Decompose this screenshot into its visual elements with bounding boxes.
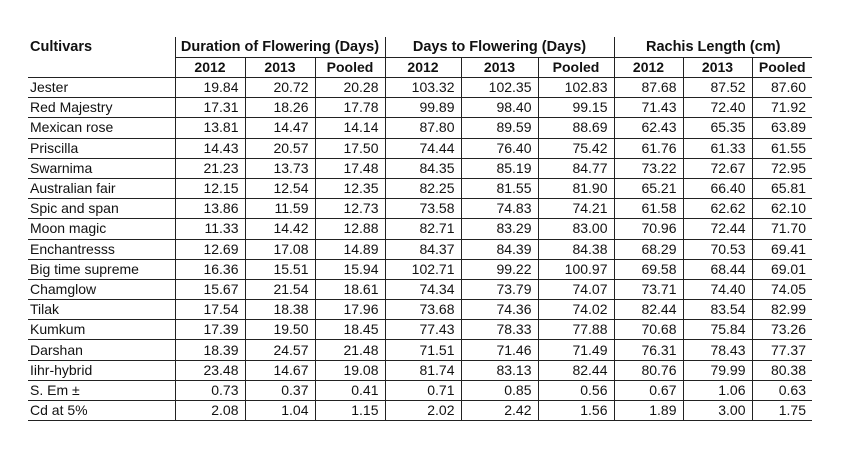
value-cell: 0.71 bbox=[385, 380, 461, 400]
value-cell: 0.41 bbox=[315, 380, 385, 400]
value-cell: 2.02 bbox=[385, 401, 461, 421]
cultivar-name-cell: Jester bbox=[28, 78, 175, 98]
sub-header-cell: 2013 bbox=[683, 58, 752, 78]
value-cell: 14.14 bbox=[315, 118, 385, 138]
table-row bbox=[28, 178, 812, 198]
value-cell: 13.73 bbox=[245, 158, 315, 178]
value-cell: 12.35 bbox=[315, 178, 385, 198]
value-cell: 77.43 bbox=[385, 320, 461, 340]
value-cell: 83.13 bbox=[461, 360, 538, 380]
table-row bbox=[28, 158, 812, 178]
value-cell: 71.43 bbox=[614, 98, 683, 118]
value-cell: 17.08 bbox=[245, 239, 315, 259]
cultivar-name-cell: Spic and span bbox=[28, 199, 175, 219]
value-cell: 18.26 bbox=[245, 98, 315, 118]
value-cell: 63.89 bbox=[752, 118, 812, 138]
value-cell: 12.54 bbox=[245, 178, 315, 198]
value-cell: 18.61 bbox=[315, 279, 385, 299]
value-cell: 73.71 bbox=[614, 279, 683, 299]
sub-header-cell: 2012 bbox=[614, 58, 683, 78]
value-cell: 12.15 bbox=[175, 178, 245, 198]
table-row bbox=[28, 199, 812, 219]
table-row bbox=[28, 380, 812, 400]
value-cell: 71.92 bbox=[752, 98, 812, 118]
value-cell: 12.73 bbox=[315, 199, 385, 219]
value-cell: 61.55 bbox=[752, 138, 812, 158]
value-cell: 71.49 bbox=[538, 340, 614, 360]
value-cell: 82.25 bbox=[385, 178, 461, 198]
value-cell: 72.95 bbox=[752, 158, 812, 178]
value-cell: 72.67 bbox=[683, 158, 752, 178]
value-cell: 99.22 bbox=[461, 259, 538, 279]
value-cell: 20.57 bbox=[245, 138, 315, 158]
value-cell: 62.62 bbox=[683, 199, 752, 219]
value-cell: 87.80 bbox=[385, 118, 461, 138]
table-row bbox=[28, 219, 812, 239]
value-cell: 18.39 bbox=[175, 340, 245, 360]
value-cell: 72.44 bbox=[683, 219, 752, 239]
value-cell: 100.97 bbox=[538, 259, 614, 279]
cultivar-name-cell: Kumkum bbox=[28, 320, 175, 340]
value-cell: 61.33 bbox=[683, 138, 752, 158]
sub-header-row bbox=[28, 58, 812, 78]
value-cell: 87.68 bbox=[614, 78, 683, 98]
value-cell: 18.38 bbox=[245, 300, 315, 320]
value-cell: 74.36 bbox=[461, 300, 538, 320]
table-row bbox=[28, 259, 812, 279]
table-row bbox=[28, 279, 812, 299]
value-cell: 73.79 bbox=[461, 279, 538, 299]
cultivar-name-cell: S. Em ± bbox=[28, 380, 175, 400]
value-cell: 0.63 bbox=[752, 380, 812, 400]
sub-header-cell: 2012 bbox=[175, 58, 245, 78]
cultivar-name-cell: Australian fair bbox=[28, 178, 175, 198]
value-cell: 88.69 bbox=[538, 118, 614, 138]
group-header-days-to-flowering: Days to Flowering (Days) bbox=[385, 37, 614, 58]
value-cell: 72.40 bbox=[683, 98, 752, 118]
value-cell: 24.57 bbox=[245, 340, 315, 360]
sub-header-cell: Pooled bbox=[315, 58, 385, 78]
cultivar-name-cell: Darshan bbox=[28, 340, 175, 360]
table-row bbox=[28, 138, 812, 158]
cultivar-name-cell: Big time supreme bbox=[28, 259, 175, 279]
value-cell: 15.94 bbox=[315, 259, 385, 279]
cultivar-name-cell: Iihr-hybrid bbox=[28, 360, 175, 380]
value-cell: 102.35 bbox=[461, 78, 538, 98]
value-cell: 73.68 bbox=[385, 300, 461, 320]
value-cell: 11.33 bbox=[175, 219, 245, 239]
table-row bbox=[28, 98, 812, 118]
value-cell: 71.46 bbox=[461, 340, 538, 360]
value-cell: 84.38 bbox=[538, 239, 614, 259]
value-cell: 68.29 bbox=[614, 239, 683, 259]
value-cell: 17.48 bbox=[315, 158, 385, 178]
value-cell: 89.59 bbox=[461, 118, 538, 138]
cultivar-name-cell: Red Majestry bbox=[28, 98, 175, 118]
value-cell: 70.68 bbox=[614, 320, 683, 340]
value-cell: 23.48 bbox=[175, 360, 245, 380]
table-row bbox=[28, 239, 812, 259]
value-cell: 69.58 bbox=[614, 259, 683, 279]
value-cell: 74.07 bbox=[538, 279, 614, 299]
value-cell: 77.37 bbox=[752, 340, 812, 360]
value-cell: 0.67 bbox=[614, 380, 683, 400]
value-cell: 2.08 bbox=[175, 401, 245, 421]
table-row bbox=[28, 401, 812, 421]
value-cell: 74.05 bbox=[752, 279, 812, 299]
value-cell: 66.40 bbox=[683, 178, 752, 198]
value-cell: 69.01 bbox=[752, 259, 812, 279]
value-cell: 13.81 bbox=[175, 118, 245, 138]
value-cell: 83.54 bbox=[683, 300, 752, 320]
value-cell: 69.41 bbox=[752, 239, 812, 259]
value-cell: 17.96 bbox=[315, 300, 385, 320]
sub-header-cell: 2012 bbox=[385, 58, 461, 78]
value-cell: 73.26 bbox=[752, 320, 812, 340]
value-cell: 70.53 bbox=[683, 239, 752, 259]
value-cell: 11.59 bbox=[245, 199, 315, 219]
sub-header-cell: Pooled bbox=[752, 58, 812, 78]
value-cell: 103.32 bbox=[385, 78, 461, 98]
value-cell: 78.43 bbox=[683, 340, 752, 360]
sub-header-cell: 2013 bbox=[461, 58, 538, 78]
table-row bbox=[28, 300, 812, 320]
value-cell: 81.55 bbox=[461, 178, 538, 198]
value-cell: 14.42 bbox=[245, 219, 315, 239]
value-cell: 83.00 bbox=[538, 219, 614, 239]
value-cell: 61.58 bbox=[614, 199, 683, 219]
value-cell: 82.99 bbox=[752, 300, 812, 320]
value-cell: 84.37 bbox=[385, 239, 461, 259]
value-cell: 65.81 bbox=[752, 178, 812, 198]
value-cell: 68.44 bbox=[683, 259, 752, 279]
value-cell: 79.99 bbox=[683, 360, 752, 380]
value-cell: 78.33 bbox=[461, 320, 538, 340]
value-cell: 14.67 bbox=[245, 360, 315, 380]
value-cell: 0.73 bbox=[175, 380, 245, 400]
value-cell: 65.21 bbox=[614, 178, 683, 198]
value-cell: 76.40 bbox=[461, 138, 538, 158]
value-cell: 74.02 bbox=[538, 300, 614, 320]
value-cell: 71.70 bbox=[752, 219, 812, 239]
table-row bbox=[28, 360, 812, 380]
value-cell: 1.15 bbox=[315, 401, 385, 421]
value-cell: 14.89 bbox=[315, 239, 385, 259]
value-cell: 75.84 bbox=[683, 320, 752, 340]
value-cell: 87.60 bbox=[752, 78, 812, 98]
value-cell: 98.40 bbox=[461, 98, 538, 118]
cultivar-name-cell: Mexican rose bbox=[28, 118, 175, 138]
value-cell: 18.45 bbox=[315, 320, 385, 340]
value-cell: 14.43 bbox=[175, 138, 245, 158]
value-cell: 19.84 bbox=[175, 78, 245, 98]
value-cell: 82.44 bbox=[614, 300, 683, 320]
value-cell: 85.19 bbox=[461, 158, 538, 178]
cultivar-name-cell: Enchantresss bbox=[28, 239, 175, 259]
cultivar-name-cell: Swarnima bbox=[28, 158, 175, 178]
value-cell: 17.50 bbox=[315, 138, 385, 158]
value-cell: 102.83 bbox=[538, 78, 614, 98]
value-cell: 62.10 bbox=[752, 199, 812, 219]
value-cell: 87.52 bbox=[683, 78, 752, 98]
value-cell: 84.77 bbox=[538, 158, 614, 178]
table-row bbox=[28, 118, 812, 138]
value-cell: 71.51 bbox=[385, 340, 461, 360]
value-cell: 16.36 bbox=[175, 259, 245, 279]
value-cell: 2.42 bbox=[461, 401, 538, 421]
value-cell: 15.51 bbox=[245, 259, 315, 279]
value-cell: 80.38 bbox=[752, 360, 812, 380]
value-cell: 84.35 bbox=[385, 158, 461, 178]
value-cell: 0.56 bbox=[538, 380, 614, 400]
value-cell: 99.89 bbox=[385, 98, 461, 118]
value-cell: 17.39 bbox=[175, 320, 245, 340]
value-cell: 20.28 bbox=[315, 78, 385, 98]
cultivar-name-cell: Moon magic bbox=[28, 219, 175, 239]
value-cell: 1.89 bbox=[614, 401, 683, 421]
value-cell: 1.75 bbox=[752, 401, 812, 421]
value-cell: 74.83 bbox=[461, 199, 538, 219]
value-cell: 74.21 bbox=[538, 199, 614, 219]
value-cell: 14.47 bbox=[245, 118, 315, 138]
value-cell: 17.31 bbox=[175, 98, 245, 118]
cultivars-header: Cultivars bbox=[30, 38, 93, 55]
value-cell: 15.67 bbox=[175, 279, 245, 299]
value-cell: 74.34 bbox=[385, 279, 461, 299]
value-cell: 81.74 bbox=[385, 360, 461, 380]
value-cell: 82.44 bbox=[538, 360, 614, 380]
value-cell: 77.88 bbox=[538, 320, 614, 340]
value-cell: 12.88 bbox=[315, 219, 385, 239]
group-header-row bbox=[28, 37, 812, 58]
value-cell: 21.23 bbox=[175, 158, 245, 178]
group-header-duration: Duration of Flowering (Days) bbox=[175, 37, 385, 58]
value-cell: 0.37 bbox=[245, 380, 315, 400]
value-cell: 1.56 bbox=[538, 401, 614, 421]
value-cell: 80.76 bbox=[614, 360, 683, 380]
value-cell: 73.58 bbox=[385, 199, 461, 219]
value-cell: 99.15 bbox=[538, 98, 614, 118]
value-cell: 13.86 bbox=[175, 199, 245, 219]
cultivar-data-table bbox=[28, 37, 812, 421]
value-cell: 84.39 bbox=[461, 239, 538, 259]
sub-header-cell: 2013 bbox=[245, 58, 315, 78]
value-cell: 65.35 bbox=[683, 118, 752, 138]
value-cell: 102.71 bbox=[385, 259, 461, 279]
value-cell: 12.69 bbox=[175, 239, 245, 259]
value-cell: 74.44 bbox=[385, 138, 461, 158]
value-cell: 74.40 bbox=[683, 279, 752, 299]
value-cell: 76.31 bbox=[614, 340, 683, 360]
value-cell: 19.50 bbox=[245, 320, 315, 340]
table-row bbox=[28, 78, 812, 98]
cultivar-name-cell: Priscilla bbox=[28, 138, 175, 158]
value-cell: 21.54 bbox=[245, 279, 315, 299]
table-row bbox=[28, 320, 812, 340]
value-cell: 75.42 bbox=[538, 138, 614, 158]
value-cell: 3.00 bbox=[683, 401, 752, 421]
table-body bbox=[28, 37, 812, 421]
value-cell: 1.06 bbox=[683, 380, 752, 400]
group-header-rachis-length: Rachis Length (cm) bbox=[614, 37, 812, 58]
cultivar-name-cell: Tilak bbox=[28, 300, 175, 320]
value-cell: 17.54 bbox=[175, 300, 245, 320]
value-cell: 62.43 bbox=[614, 118, 683, 138]
value-cell: 70.96 bbox=[614, 219, 683, 239]
value-cell: 73.22 bbox=[614, 158, 683, 178]
value-cell: 21.48 bbox=[315, 340, 385, 360]
value-cell: 81.90 bbox=[538, 178, 614, 198]
value-cell: 1.04 bbox=[245, 401, 315, 421]
value-cell: 17.78 bbox=[315, 98, 385, 118]
value-cell: 83.29 bbox=[461, 219, 538, 239]
sub-header-blank bbox=[28, 58, 175, 78]
value-cell: 19.08 bbox=[315, 360, 385, 380]
sub-header-cell: Pooled bbox=[538, 58, 614, 78]
value-cell: 0.85 bbox=[461, 380, 538, 400]
value-cell: 82.71 bbox=[385, 219, 461, 239]
cultivar-name-cell: Cd at 5% bbox=[28, 401, 175, 421]
value-cell: 20.72 bbox=[245, 78, 315, 98]
value-cell: 61.76 bbox=[614, 138, 683, 158]
table-row bbox=[28, 340, 812, 360]
cultivar-name-cell: Chamglow bbox=[28, 279, 175, 299]
